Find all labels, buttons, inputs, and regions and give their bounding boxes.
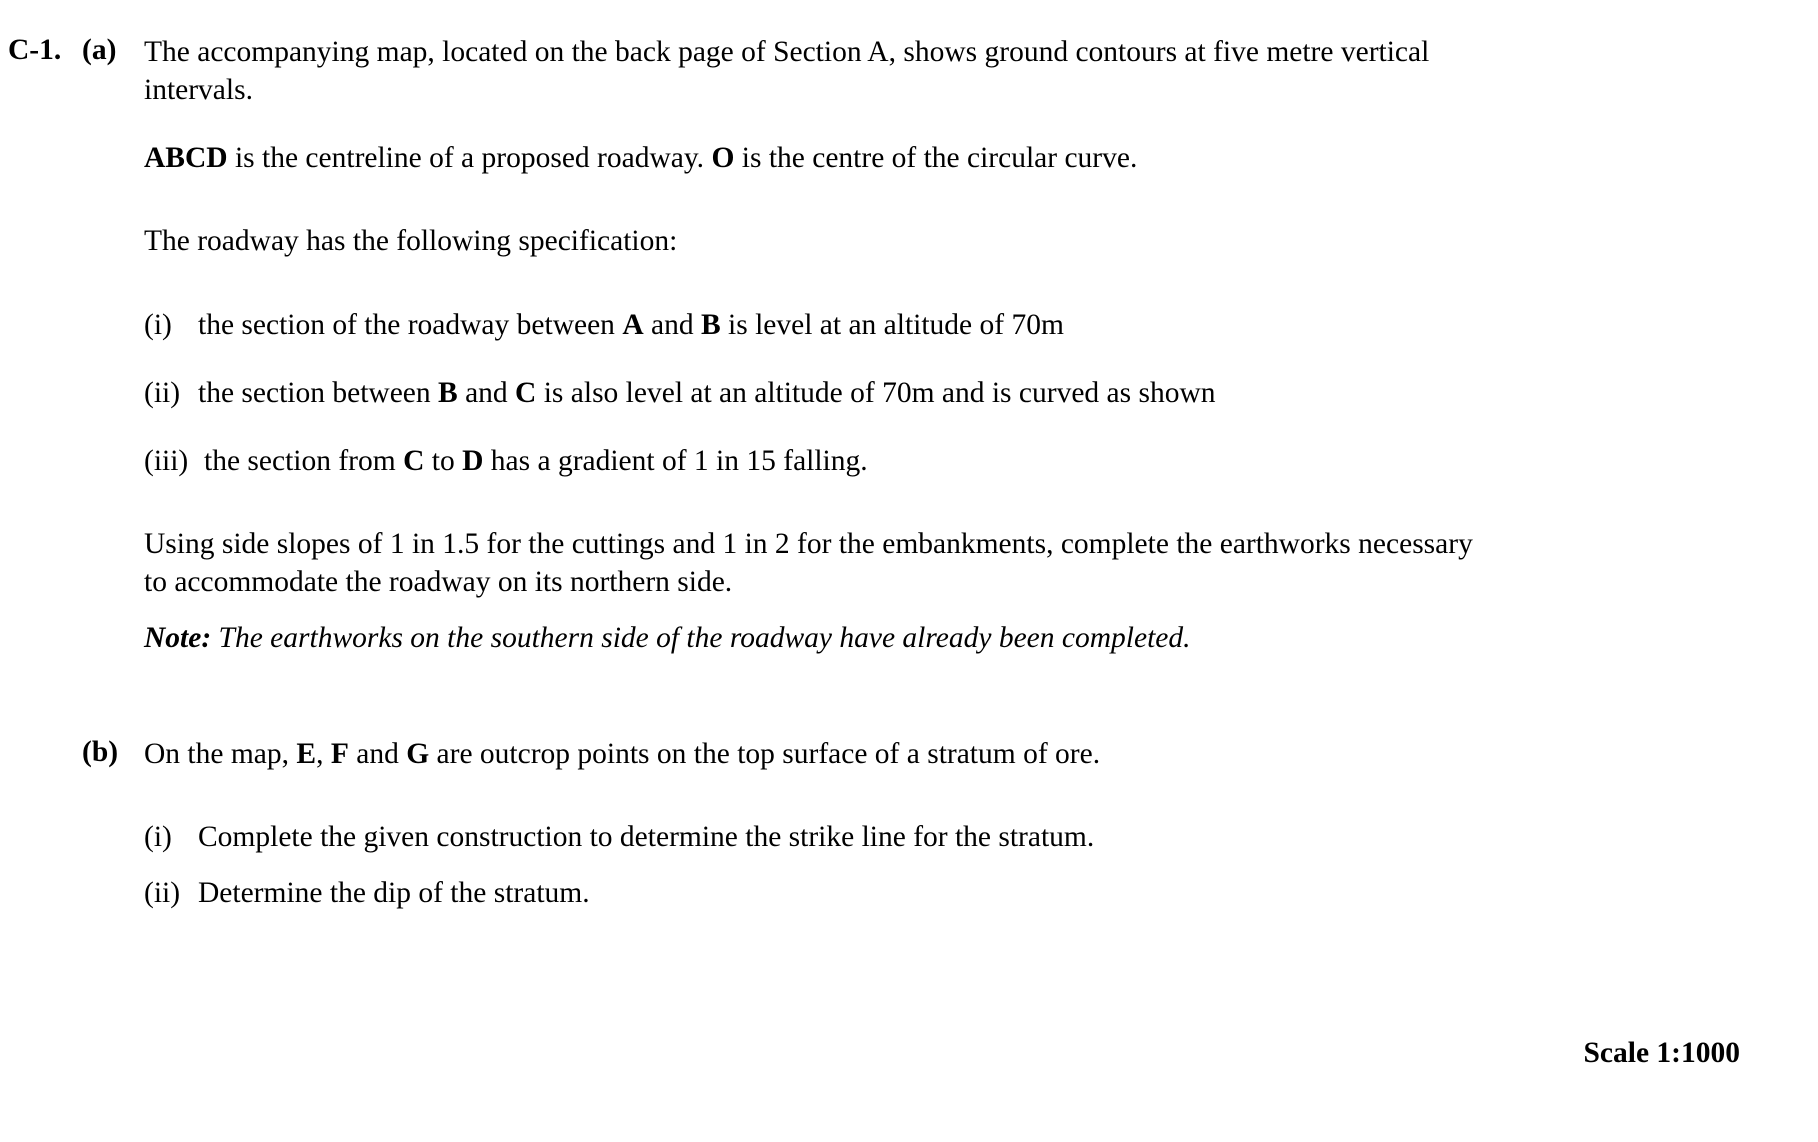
label-abcd: ABCD (144, 141, 228, 174)
label-o: O (711, 141, 735, 174)
centreline-statement (144, 140, 1484, 178)
spec-item-i (144, 307, 1484, 345)
note-label: Note: (144, 621, 212, 654)
spec-iii-point-d: D (462, 444, 484, 477)
spec-iii-pre: the section from (204, 444, 404, 477)
spec-iii-point-c: C (403, 444, 425, 477)
part-b-item-ii (144, 875, 1484, 913)
spec-iii-mid: to (424, 444, 463, 477)
spec-item-iii (144, 443, 1484, 481)
spec-i-mid: and (643, 309, 701, 341)
centreline-post-text: is the centre of the circular curve. (734, 141, 1138, 174)
label-g: G (406, 737, 430, 770)
label-e: E (296, 737, 317, 770)
part-b-mid1: , (316, 737, 331, 770)
spec-text-ii (198, 375, 1484, 413)
label-f: F (330, 737, 349, 770)
spec-i-pre: the section of the roadway between (198, 309, 623, 341)
question-part-b (0, 736, 1818, 913)
part-a-body (144, 34, 1484, 658)
part-b-marker-i: (i) (144, 821, 172, 854)
spec-heading: The roadway has the following specification: (144, 225, 678, 258)
part-b-intro-post: are outcrop points on the top surface of a stratum of ore. (429, 737, 1101, 770)
scale-label: Scale 1:1000 (1583, 1037, 1740, 1069)
part-b-item-i (144, 819, 1484, 857)
part-b-intro-pre: On the map, (144, 737, 297, 770)
part-b-body (144, 736, 1484, 913)
spec-ii-pre: the section between (198, 376, 439, 409)
side-slopes-paragraph: Using side slopes of 1 in 1.5 for the cuttings and 1 in 2 for the embankments, complete the earthworks necessary to accommodate the roadway on its northern side. (144, 528, 1473, 598)
spec-i-post: is level at an altitude of 70m (720, 309, 1064, 341)
question-number: C-1. (8, 34, 62, 66)
spec-text-i (198, 307, 1484, 345)
spec-marker-iii: (iii) (144, 444, 189, 477)
question-part-a (0, 34, 1818, 658)
document-page (0, 34, 1818, 1142)
spec-i-point-b: B (700, 309, 721, 341)
centreline-mid-text: is the centreline of a proposed roadway. (227, 141, 712, 174)
part-label-a: (a) (82, 34, 117, 66)
spec-item-ii (144, 375, 1484, 413)
part-b-text-i: Complete the given construction to determine the strike line for the stratum. (198, 821, 1095, 854)
part-a-intro: The accompanying map, located on the back page of Section A, shows ground contours at five metre vertical intervals. (144, 36, 1430, 106)
spec-iii-post: has a gradient of 1 in 15 falling. (483, 444, 868, 477)
spec-text-iii (204, 443, 1484, 481)
spec-ii-post: is also level at an altitude of 70m and is curved as shown (536, 376, 1216, 409)
spec-marker-i: (i) (144, 309, 172, 341)
spec-ii-point-b: B (438, 376, 458, 409)
note-text: The earthworks on the southern side of the roadway have already been completed. (211, 621, 1191, 654)
spec-ii-mid: and (457, 376, 516, 409)
spec-marker-ii: (ii) (144, 376, 181, 409)
part-b-text-ii: Determine the dip of the stratum. (198, 877, 590, 909)
note-paragraph (144, 620, 1484, 658)
part-b-mid2: and (348, 737, 407, 770)
part-label-b: (b) (82, 735, 119, 768)
part-b-intro (144, 736, 1484, 774)
spec-ii-point-c: C (515, 376, 537, 409)
spec-i-point-a: A (622, 309, 644, 341)
part-b-marker-ii: (ii) (144, 877, 181, 909)
